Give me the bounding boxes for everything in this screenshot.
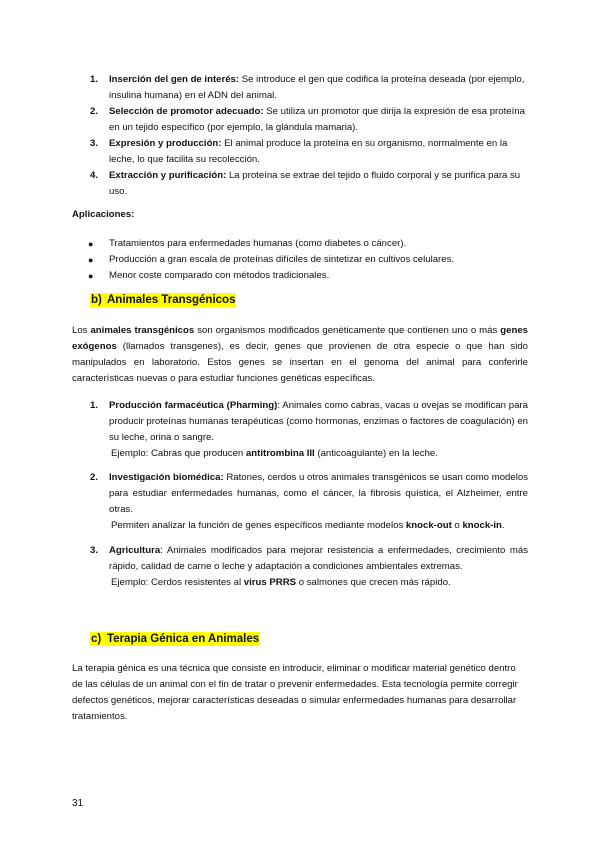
step-item: [72, 168, 528, 200]
step-number: 4.: [90, 170, 99, 181]
item-example: [109, 575, 528, 591]
step-title: Extracción y purificación:: [109, 170, 227, 181]
section-heading-c: [90, 630, 546, 648]
item-text: : Animales modificados para mejorar resistencia a enfermedades, crecimiento más rápido, calidad de carne o leche y adaptación a condiciones ambientales extremas.: [109, 545, 528, 572]
heading-title: Animales Transgénicos: [107, 294, 236, 306]
item-title: Investigación biomédica:: [109, 472, 224, 483]
heading-highlight: [90, 293, 236, 307]
example-text: o salmones que crecen más rápido.: [296, 577, 451, 588]
example-text: (anticoagulante) en la leche.: [314, 448, 438, 459]
example-text: Ejemplo: Cerdos resistentes al: [111, 577, 244, 588]
bullet-icon: ●: [88, 255, 94, 265]
example-bold: knock-out: [405, 520, 452, 531]
item-number: 1.: [90, 400, 99, 411]
applications-block: [72, 207, 528, 223]
list-item: [72, 470, 528, 534]
item-number: 2.: [90, 472, 99, 483]
step-number: 1.: [90, 74, 99, 85]
section-b-item-3: [72, 543, 528, 591]
list-item: [72, 268, 528, 284]
list-item-text: Tratamientos para enfermedades humanas (como diabetes o cáncer).: [109, 238, 407, 249]
step-number: 2.: [90, 106, 99, 117]
section-b-item-2: [72, 470, 528, 534]
step-text: Se utiliza un promotor que dirija la expresión de esa proteína en un tejido específico (por ejemplo, la glándula mamaria).: [109, 106, 525, 133]
item-number: 3.: [90, 545, 99, 556]
intro-text: (llamados transgenes), es decir, genes que provienen de otra especie o que han sido manipulados en laboratorio. Estos genes se insertan en el genoma del animal para conferirle características nuevas o para estudiar funciones genéticas específicas.: [72, 341, 528, 384]
list-item: [72, 252, 528, 268]
page-number: 31: [72, 798, 84, 809]
step-title: Expresión y producción:: [109, 138, 222, 149]
section-c-paragraph: [72, 661, 528, 725]
heading-letter: c): [91, 633, 102, 645]
step-item: [72, 104, 528, 136]
intro-text: Los: [72, 325, 91, 336]
item-example: [109, 446, 528, 462]
item-example: [109, 518, 528, 534]
step-title: Inserción del gen de interés:: [109, 74, 240, 85]
example-text: Permiten analizar la función de genes específicos mediante modelos: [111, 520, 406, 531]
bullet-icon: ●: [88, 271, 94, 281]
list-item: [72, 236, 528, 252]
example-text: Ejemplo: Cabras que producen: [111, 448, 246, 459]
heading-title: Terapia Génica en Animales: [107, 633, 260, 645]
intro-text: son organismos modificados genéticamente que contienen uno o más: [194, 325, 501, 336]
example-text: .: [501, 520, 505, 531]
step-item: [72, 136, 528, 168]
item-text: Ratones, cerdos u otros animales transgénicos se usan como modelos para estudiar enfermedades humanas, como el cáncer, la fibrosis quística, el Alzheimer, entre otras.: [109, 472, 528, 515]
intro-bold: animales transgénicos: [90, 325, 195, 336]
section-b-item-1: [72, 398, 528, 462]
step-number: 3.: [90, 138, 99, 149]
example-bold: virus PRRS: [243, 577, 297, 588]
applications-label: Aplicaciones:: [72, 209, 135, 220]
item-text: : Animales como cabras, vacas u ovejas se modifican para producir proteínas humanas terapéuticas (como hormonas, enzimas o factores de coagulación) en su leche, orina o sangre.: [109, 400, 528, 443]
list-item: [72, 398, 528, 462]
intro-bold: genes exógenos: [72, 325, 528, 352]
step-title: Selección de promotor adecuado:: [109, 106, 264, 117]
process-steps: [72, 72, 528, 200]
step-item: [72, 72, 528, 104]
section-heading-b: [90, 291, 546, 309]
list-item: [72, 543, 528, 591]
list-item-text: Producción a gran escala de proteínas difíciles de sintetizar en cultivos celulares.: [109, 254, 455, 265]
item-title: Producción farmacéutica (Pharming): [109, 400, 278, 411]
example-bold: knock-in: [462, 520, 502, 531]
step-text: Se introduce el gen que codifica la proteína deseada (por ejemplo, insulina humana) en el ADN del animal.: [109, 74, 525, 101]
bullet-icon: ●: [88, 239, 94, 249]
step-text: El animal produce la proteína en su organismo, normalmente en la leche, lo que facilita su recolección.: [109, 138, 508, 165]
list-item-text: Menor coste comparado con métodos tradicionales.: [109, 270, 330, 281]
item-title: Agricultura: [109, 545, 161, 556]
heading-letter: b): [91, 294, 102, 306]
step-text: La proteína se extrae del tejido o fluido corporal y se purifica para su uso.: [109, 170, 521, 197]
section-b-intro: [72, 323, 528, 387]
example-text: o: [451, 520, 463, 531]
example-bold: antitrombina III: [245, 448, 315, 459]
paragraph-text: La terapia génica es una técnica que consiste en introducir, eliminar o modificar material genético dentro de las células de un animal con el fin de tratar o prevenir enfermedades. Esta tecnología permite corregir defectos genéticos, mejorar características deseadas o simular enfermedades humanas para desarrollar tratamientos.: [72, 663, 518, 722]
applications-list: [72, 236, 528, 284]
heading-highlight: [90, 632, 260, 646]
